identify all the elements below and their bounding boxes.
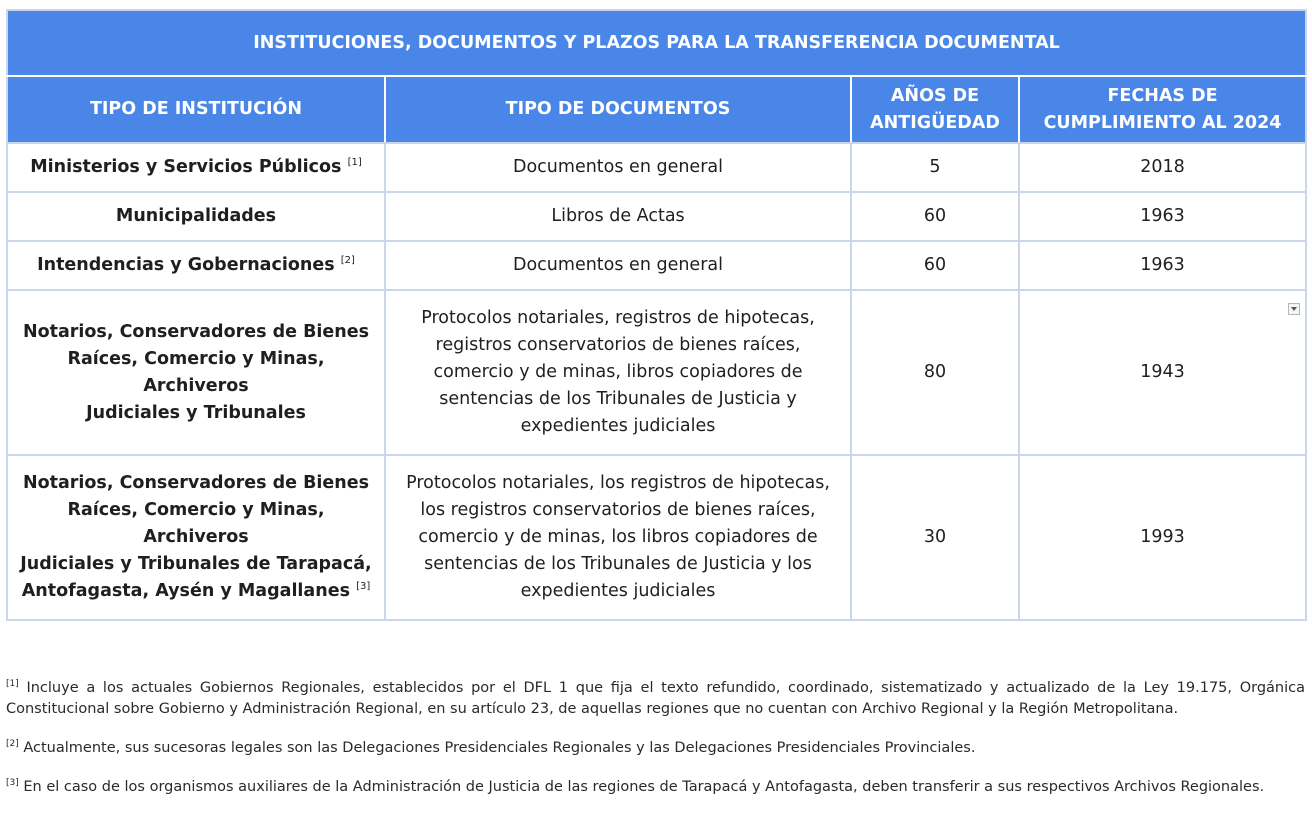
institution-line: Judiciales y Tribunales bbox=[86, 402, 306, 423]
transfer-table bbox=[6, 9, 1307, 621]
footnote-ref[interactable]: [1] bbox=[347, 157, 362, 169]
institution-line: Notarios, Conservadores de Bienes bbox=[22, 473, 370, 493]
documents-line: Protocolos notariales, los registros de hipotecas, bbox=[406, 473, 830, 493]
cell-dropdown-icon[interactable] bbox=[1288, 303, 1300, 315]
table-row bbox=[7, 455, 1306, 620]
table-row bbox=[7, 290, 1306, 455]
institution-line: Antofagasta, Aysén y Magallanes bbox=[21, 581, 350, 601]
documents-line: registros conservatorios de bienes raíces, bbox=[435, 335, 801, 355]
institution-name: Municipalidades bbox=[115, 206, 277, 226]
footnotes bbox=[6, 678, 1305, 816]
documents-line: Protocolos notariales, registros de hipotecas, bbox=[421, 308, 815, 328]
footnote-mark: [3] bbox=[6, 778, 19, 789]
documents-cell bbox=[385, 455, 851, 620]
footnote bbox=[6, 738, 1305, 759]
date-cell: 2018 bbox=[1019, 143, 1306, 192]
documents-line: expedientes judiciales bbox=[520, 416, 716, 436]
header-years-line1: AÑOS DE bbox=[890, 85, 980, 106]
footnote bbox=[6, 678, 1305, 720]
years-cell: 60 bbox=[851, 192, 1019, 241]
header-institution: TIPO DE INSTITUCIÓN bbox=[7, 76, 385, 143]
institution-line: Notarios, Conservadores de Bienes bbox=[22, 321, 370, 342]
footnote-mark: [1] bbox=[6, 679, 19, 690]
date-cell: 1963 bbox=[1019, 192, 1306, 241]
footnote-text: Actualmente, sus sucesoras legales son las Delegaciones Presidenciales Regionales y las Delegaciones Presidenciales Provinciales. bbox=[23, 740, 976, 756]
institution-line: Raíces, Comercio y Minas, Archiveros bbox=[67, 348, 325, 396]
years-cell: 80 bbox=[851, 290, 1019, 455]
institution-cell bbox=[7, 192, 385, 241]
header-years bbox=[851, 76, 1019, 143]
years-cell: 5 bbox=[851, 143, 1019, 192]
header-dates-line1: FECHAS DE bbox=[1107, 85, 1218, 106]
years-cell: 30 bbox=[851, 455, 1019, 620]
institution-cell bbox=[7, 290, 385, 455]
header-years-line2: ANTIGÜEDAD bbox=[870, 112, 1000, 133]
table-row bbox=[7, 192, 1306, 241]
years-cell: 60 bbox=[851, 241, 1019, 290]
institution-name: Ministerios y Servicios Públicos bbox=[30, 157, 342, 177]
header-dates bbox=[1019, 76, 1306, 143]
documents-line: comercio y de minas, libros copiadores de bbox=[433, 362, 803, 382]
footnote-ref[interactable]: [2] bbox=[340, 255, 355, 267]
table-title: INSTITUCIONES, DOCUMENTOS Y PLAZOS PARA LA TRANSFERENCIA DOCUMENTAL bbox=[7, 10, 1306, 76]
footnote-mark: [2] bbox=[6, 739, 19, 750]
date-cell: 1963 bbox=[1019, 241, 1306, 290]
documents-cell: Documentos en general bbox=[385, 143, 851, 192]
documents-line: comercio y de minas, los libros copiadores de bbox=[418, 527, 818, 547]
date-cell: 1993 bbox=[1019, 455, 1306, 620]
documents-cell: Libros de Actas bbox=[385, 192, 851, 241]
institution-name: Intendencias y Gobernaciones bbox=[37, 255, 335, 275]
date-cell: 1943 bbox=[1019, 290, 1306, 455]
institution-cell bbox=[7, 455, 385, 620]
footnote-ref[interactable]: [3] bbox=[356, 581, 371, 593]
institution-line: Judiciales y Tribunales de Tarapacá, bbox=[20, 554, 372, 574]
footnote bbox=[6, 777, 1305, 798]
footnote-text: Incluye a los actuales Gobiernos Regionales, establecidos por el DFL 1 que fija el texto refundido, coordinado, sistematizado y actualizado de la Ley 19.175, Orgánica Constitucional sobre Gobierno y Administración Regional, en su artículo 23, de aquellas regiones que no cuentan con Archivo Regional y la Región Metropolitana. bbox=[6, 680, 1305, 717]
table-row bbox=[7, 143, 1306, 192]
documents-line: los registros conservatorios de bienes raíces, bbox=[420, 500, 816, 520]
documents-line: sentencias de los Tribunales de Justicia y bbox=[439, 389, 797, 409]
table-row bbox=[7, 241, 1306, 290]
institution-cell bbox=[7, 241, 385, 290]
institution-cell bbox=[7, 143, 385, 192]
header-dates-line2: CUMPLIMIENTO AL 2024 bbox=[1043, 112, 1282, 133]
documents-line: expedientes judiciales bbox=[520, 581, 716, 601]
documents-line: sentencias de los Tribunales de Justicia y los bbox=[424, 554, 812, 574]
documents-cell bbox=[385, 290, 851, 455]
documents-cell: Documentos en general bbox=[385, 241, 851, 290]
footnote-text: En el caso de los organismos auxiliares de la Administración de Justicia de las regiones de Tarapacá y Antofagasta, deben transferir a sus respectivos Archivos Regionales. bbox=[23, 779, 1265, 795]
header-documents: TIPO DE DOCUMENTOS bbox=[385, 76, 851, 143]
institution-line: Raíces, Comercio y Minas, Archiveros bbox=[67, 500, 325, 547]
